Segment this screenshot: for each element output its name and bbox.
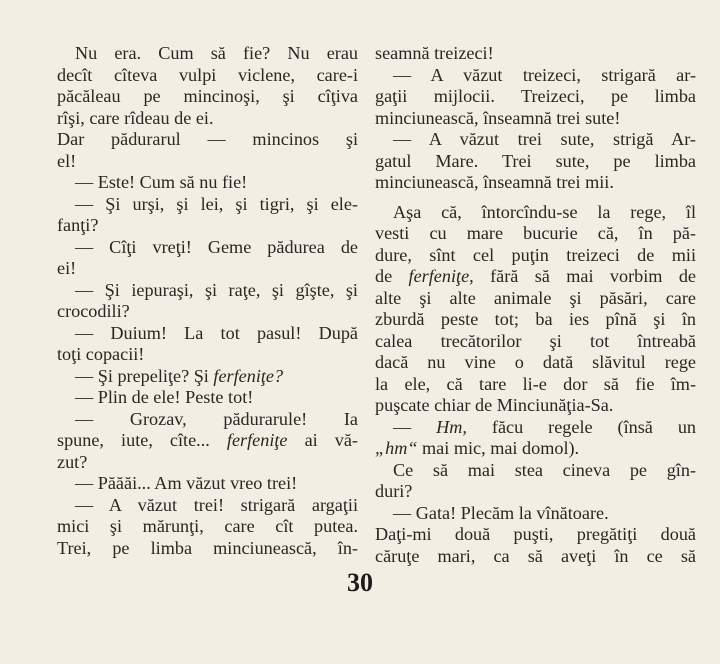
left-column-line: rîşi, care rîdeau de ei. — [57, 107, 214, 128]
left-column-line: Nu era. Cum să fie? Nu erau — [75, 43, 358, 63]
left-column-line: — Plin de ele! Peste tot! — [75, 387, 254, 407]
right-column-line: puşcate chiar de Minciunăţia-Sa. — [375, 395, 614, 415]
left-column-line: — Duium! La tot pasul! După — [75, 322, 358, 343]
left-column-line: — Este! Cum să nu fie! — [75, 172, 248, 192]
left-column-line: — Păăăi... Am văzut vreo trei! — [75, 473, 298, 493]
right-column-line: — Hm, făcu regele (însă un — [393, 416, 697, 437]
left-column-line: — Şi iepuraşi, şi raţe, şi gîşte, şi — [75, 279, 358, 300]
left-column-line: crocodili? — [57, 301, 130, 321]
right-column-line: minciunească, înseamnă trei sute! — [375, 107, 621, 128]
right-column-line: gaţii mijlocii. Treizeci, pe limba — [375, 86, 696, 106]
right-column-line: zburdă peste tot; ba ies pînă şi în — [375, 309, 696, 329]
right-column-line: minciunească, înseamnă trei mii. — [375, 172, 614, 192]
right-column-line: Daţi-mi două puşti, pregătiţi două — [375, 524, 696, 544]
right-column-line: seamnă treizeci! — [375, 43, 494, 63]
right-column-line: duri? — [375, 481, 413, 501]
page-number: 30 — [347, 568, 373, 597]
left-column-line: el! — [57, 150, 77, 171]
right-column-line: „hm“ mai mic, mai domol). — [375, 438, 580, 458]
left-column-line: — Grozav, pădurarule! Ia — [75, 408, 358, 429]
right-column-line: gatul Mare. Trei sute, pe limba — [375, 150, 696, 171]
left-column-line: Trei, pe limba minciunească, în- — [57, 537, 358, 558]
left-column-line: păcăleau pe mincinoşi, şi cîţiva — [57, 86, 358, 106]
left-column-line: — Cîţi vreţi! Geme pădurea de — [75, 236, 358, 257]
right-column-line: de ferfeniţe, fără să mai vorbim de — [375, 266, 696, 286]
left-column-line: — Şi prepeliţe? Şi ferfeniţe? — [75, 365, 284, 386]
right-column-line: — Gata! Plecăm la vînătoare. — [393, 502, 609, 523]
right-column-line: la ele, că tare li-e dor să fie îm- — [375, 373, 696, 394]
right-column-line: calea trecătorilor şi tot întreabă — [375, 330, 696, 351]
right-column-line: căruţe mari, ca să aveţi în ce să — [375, 545, 696, 566]
left-column-line: spune, iute, cîte... ferfeniţe ai vă- — [57, 430, 358, 450]
right-column-line: Aşa că, întorcîndu-se la rege, îl — [393, 201, 696, 222]
right-column-line: — A văzut treizeci, strigară ar- — [393, 64, 696, 85]
right-column-line: dure, sînt cel puţin treizeci de mii — [375, 244, 696, 265]
left-column-line: ei! — [57, 258, 77, 278]
left-column-line: — A văzut trei! strigară argaţii — [75, 494, 358, 515]
right-text-column — [375, 43, 696, 567]
left-column-line: — Şi urşi, şi lei, şi tigri, şi ele- — [75, 193, 358, 214]
left-column-line: decît cîteva vulpi viclene, care-i — [57, 64, 358, 85]
right-column-line: Ce să mai stea cineva pe gîn- — [393, 459, 696, 480]
left-column-line: fanţi? — [57, 215, 99, 235]
right-column-line: — A văzut trei sute, strigă Ar- — [393, 129, 696, 149]
left-column-line: zut? — [57, 451, 88, 472]
left-text-column — [57, 43, 358, 559]
right-column-line: dacă nu vine o dată slăvitul rege — [375, 352, 696, 372]
left-column-line: mici şi mărunţi, care cît putea. — [57, 516, 358, 536]
right-column-line: vesti cu mare bucurie că, în pă- — [375, 223, 696, 243]
left-column-line: Dar pădurarul — mincinos şi — [57, 129, 358, 149]
left-column-line: toţi copacii! — [57, 344, 145, 364]
right-column-line: alte şi alte animale şi păsări, care — [375, 287, 696, 308]
